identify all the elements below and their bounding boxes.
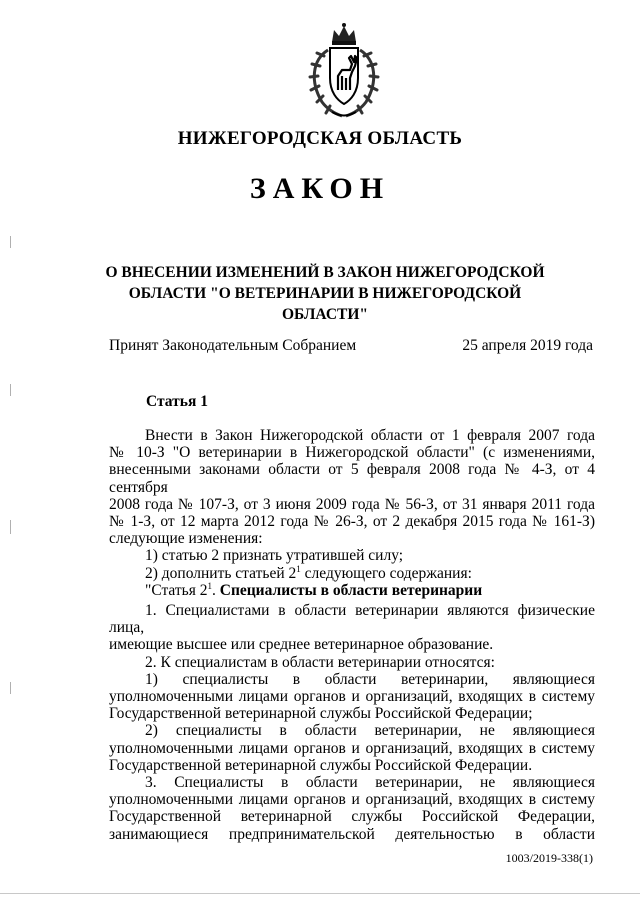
body-line: 2) специалисты в области ветеринарии, не являющиеся (145, 722, 595, 740)
article-body-part-2 (109, 602, 595, 843)
new-article-label: "Статья 2 (145, 581, 208, 599)
item2-tail: следующего содержания: (300, 564, 472, 582)
adoption-date: 25 апреля 2019 года (462, 337, 593, 354)
adopted-by: Принят Законодательным Собранием (109, 337, 357, 354)
body-line: уполномоченными лицами органов и организаций, входящих в систему (109, 688, 595, 706)
body-line: 1. Специалистами в области ветеринарии являются физические лица, (109, 602, 595, 637)
body-line: № 10-З "О ветеринарии в Нижегородской области" (с изменениями, (109, 444, 595, 462)
article-body-part-1 (109, 427, 595, 599)
law-title (90, 262, 560, 325)
body-line: уполномоченными лицами органов и организаций, входящих в систему (109, 791, 595, 809)
body-line: уполномоченными лицами органов и организаций, входящих в систему (109, 739, 595, 757)
scan-margin-mark (10, 236, 11, 248)
body-line: Государственной ветеринарной службы Российской Федерации. (109, 756, 533, 774)
new-article-dot: . (212, 581, 220, 599)
body-line: Государственной ветеринарной службы Российской Федерации, (109, 808, 595, 826)
article-heading: Статья 1 (146, 393, 208, 410)
body-line: № 1-З, от 12 марта 2012 года № 26-З, от 2 декабря 2015 года № 161-З) (109, 513, 595, 531)
body-line: 2. К специалистам в области ветеринарии относятся: (145, 653, 495, 671)
body-line: 3. Специалисты в области ветеринарии, не являющиеся (145, 774, 595, 792)
body-line: 1) специалисты в области ветеринарии, являющиеся (145, 670, 595, 688)
superscript: 1 (296, 563, 301, 574)
list-item: 1) статью 2 признать утратившей силу; (145, 547, 404, 565)
body-line: имеющие высшее или среднее ветеринарное образование. (109, 636, 494, 654)
region-name: НИЖЕГОРОДСКАЯ ОБЛАСТЬ (177, 128, 463, 149)
item2-text: 2) дополнить статьей 2 (145, 564, 297, 582)
document-code: 1003/2019-338(1) (505, 851, 593, 865)
scan-bottom-edge (0, 893, 640, 894)
coat-of-arms-emblem (302, 20, 386, 120)
law-title-line-1: О ВНЕСЕНИИ ИЗМЕНЕНИЙ В ЗАКОН НИЖЕГОРОДСКОЙ (105, 264, 545, 281)
body-line: следующие изменения: (109, 530, 263, 548)
document-type: ЗАКОН (249, 172, 391, 205)
superscript: 1 (207, 580, 212, 591)
new-article-heading (109, 582, 595, 599)
new-article-title: Специалисты в области ветеринарии (219, 581, 483, 599)
body-line: Внести в Закон Нижегородской области от 1 февраля 2007 года (145, 427, 595, 444)
scan-margin-mark (10, 682, 11, 694)
scan-margin-mark (10, 384, 11, 396)
body-line: Государственной ветеринарной службы Российской Федерации; (109, 705, 533, 723)
scan-margin-mark (10, 520, 11, 534)
body-line: занимающиеся предпринимательской деятельностью в области (109, 825, 595, 843)
body-line: внесенными законами области от 5 февраля 2008 года № 4-З, от 4 сентября (109, 461, 595, 496)
body-line: 2008 года № 107-З, от 3 июня 2009 года № 56-З, от 31 января 2011 года (109, 495, 595, 513)
law-title-line-2: ОБЛАСТИ "О ВЕТЕРИНАРИИ В НИЖЕГОРОДСКОЙ ОБЛАСТИ" (128, 285, 522, 323)
list-item (109, 565, 595, 582)
